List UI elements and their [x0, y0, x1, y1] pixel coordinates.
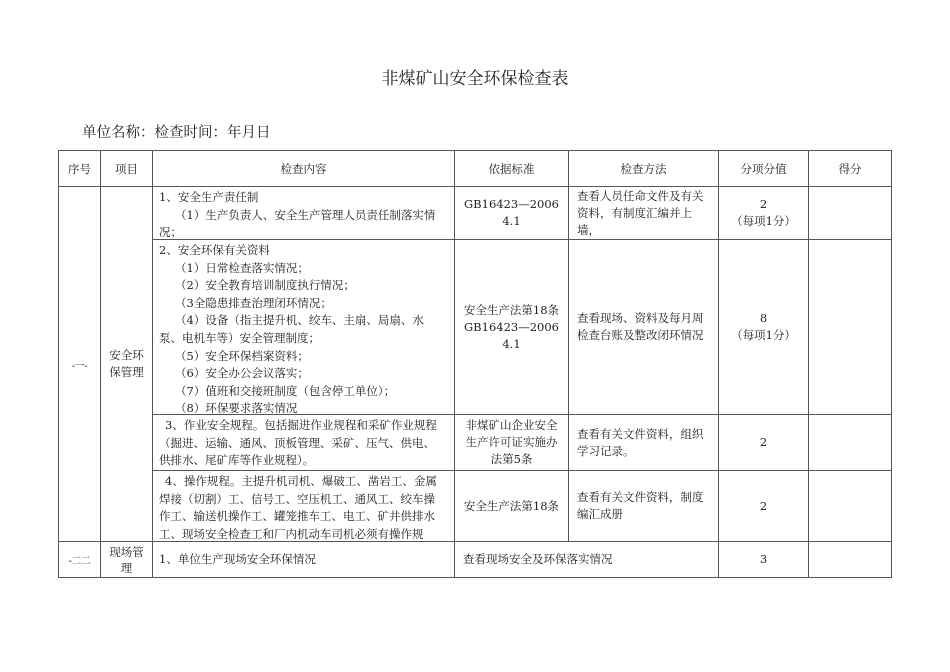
method-line: 查看人员任命文件及有关: [577, 188, 704, 203]
content-line: 工、现场安全检查工和厂内机动车司机必须有操作规: [159, 526, 424, 541]
content-line: 泵、电机车等）安全管理制度；: [159, 330, 320, 345]
content-line: （1）日常检查落实情况；: [175, 260, 309, 275]
score-cell: [719, 415, 809, 471]
header-method: 检查方法: [569, 151, 719, 187]
header-item: 项目: [101, 151, 153, 187]
standard-line: 安全生产法第18条: [463, 302, 560, 317]
header-obtained: 得分: [809, 151, 892, 187]
section-number: -一-: [59, 187, 101, 542]
table-row: [59, 542, 892, 578]
score-cell: [719, 240, 809, 415]
obtained-score-cell[interactable]: [809, 240, 892, 415]
content-line: （6）安全办公会议落实；: [175, 366, 309, 381]
score-line: （每项1分）: [731, 214, 796, 228]
content-line: 4、操作规程。主提升机司机、爆破工、凿岩工、金属: [165, 474, 437, 488]
content-line: 作工、输送机操作工、罐笼推车工、电工、矿井供排水: [159, 509, 435, 524]
header-standard: 依据标准: [455, 151, 569, 187]
content-line: 3、作业安全规程。包括掘进作业规程和采矿作业规程: [165, 418, 437, 432]
standard-cell: [455, 415, 569, 471]
standard-cell: [455, 471, 569, 542]
section-number: -二二: [59, 542, 101, 578]
check-content-cell: [153, 187, 455, 240]
section-name-line: 安全环: [109, 348, 144, 362]
content-line: 1、单位生产现场安全环保情况: [159, 551, 316, 566]
content-line: （7）值班和交接班制度（包含停工单位）；: [175, 383, 396, 398]
standard-line: 生产许可证实施办: [465, 435, 558, 449]
inspection-table: [58, 150, 892, 578]
table-row: [59, 415, 892, 471]
score-line: 2: [759, 197, 768, 211]
standard-cell: [455, 187, 569, 240]
score-line: 3: [759, 552, 768, 566]
score-cell: [719, 542, 809, 578]
method-line: 查看有关文件资料，组织: [577, 426, 704, 441]
header-score: 分项分值: [719, 151, 809, 187]
standard-line: 非煤矿山企业安全: [465, 418, 558, 432]
method-cell: [569, 187, 719, 240]
table-header-row: [59, 151, 892, 187]
method-line: 查看现场安全及环保落实情况: [463, 552, 613, 566]
score-cell: [719, 187, 809, 240]
method-line: 墙，: [577, 222, 600, 237]
score-line: （每项1分）: [731, 328, 796, 342]
content-line: 况；: [159, 225, 182, 239]
table-row: [59, 240, 892, 415]
standard-line: 4.1: [502, 336, 521, 351]
content-line: （5）安全环保档案资料；: [175, 348, 309, 363]
content-line: 1、安全生产责任制: [159, 190, 259, 204]
table-row: [59, 187, 892, 240]
section-name-line: 理: [120, 560, 133, 575]
method-line: 学习记录。: [577, 443, 635, 458]
method-line: 编汇成册: [577, 507, 623, 521]
section-name-line: 现场管: [109, 544, 144, 559]
check-content-cell: [153, 542, 455, 578]
section-name-line: 保管理: [109, 365, 144, 379]
obtained-score-cell[interactable]: [809, 542, 892, 578]
document-title: 非煤矿山安全环保检查表: [381, 69, 569, 89]
standard-line: 安全生产法第18条: [463, 498, 560, 513]
content-line: （3全隐患排查治理闭环情况；: [175, 295, 332, 310]
standard-line: 4.1: [502, 214, 521, 228]
header-content: 检查内容: [153, 151, 455, 187]
score-cell: [719, 471, 809, 542]
table-row: [59, 471, 892, 542]
section-name: [101, 542, 153, 578]
obtained-score-cell[interactable]: [809, 187, 892, 240]
check-content-cell: [153, 415, 455, 471]
method-line: 资料，有制度汇编并上: [577, 205, 692, 220]
content-line: 2、安全环保有关资料: [159, 243, 270, 257]
content-line: （2）安全教育培训制度执行情况；: [175, 278, 355, 293]
method-cell: [455, 542, 719, 578]
method-cell: [569, 415, 719, 471]
content-line: 焊接（切割）工、信号工、空压机工、通风工、绞车操: [159, 491, 435, 506]
content-line: （掘进、运输、通风、顶板管理、采矿、压气、供电、: [159, 435, 435, 450]
method-line: 查看有关文件资料，制度: [577, 490, 704, 504]
standard-line: GB16423—2006: [464, 197, 559, 211]
method-line: 查看现场、资料及每月周: [577, 311, 704, 325]
content-line: （1）生产负责人、安全生产管理人员责任制落实情: [175, 207, 436, 222]
section-name: [101, 187, 153, 542]
check-content-cell: [153, 471, 455, 542]
check-content-cell: [153, 240, 455, 415]
document-subtitle: 单位名称：检查时间：年月日: [82, 125, 271, 141]
score-line: 8: [759, 311, 768, 325]
obtained-score-cell[interactable]: [809, 415, 892, 471]
content-line: 供排水、尾矿库等作业规程）。: [159, 453, 315, 468]
method-cell: [569, 471, 719, 542]
content-line: （4）设备（指主提升机、绞车、主扇、局扇、水: [175, 313, 424, 328]
header-no: 序号: [59, 151, 101, 187]
method-line: 检查台账及整改闭环情况: [577, 328, 704, 342]
standard-line: GB16423—2006: [464, 319, 559, 334]
obtained-score-cell[interactable]: [809, 471, 892, 542]
standard-line: 法第5条: [490, 452, 533, 466]
standard-cell: [455, 240, 569, 415]
method-cell: [569, 240, 719, 415]
content-line: （8）环保要求落实情况: [175, 401, 298, 414]
score-line: 2: [759, 498, 768, 513]
score-line: 2: [759, 435, 768, 449]
